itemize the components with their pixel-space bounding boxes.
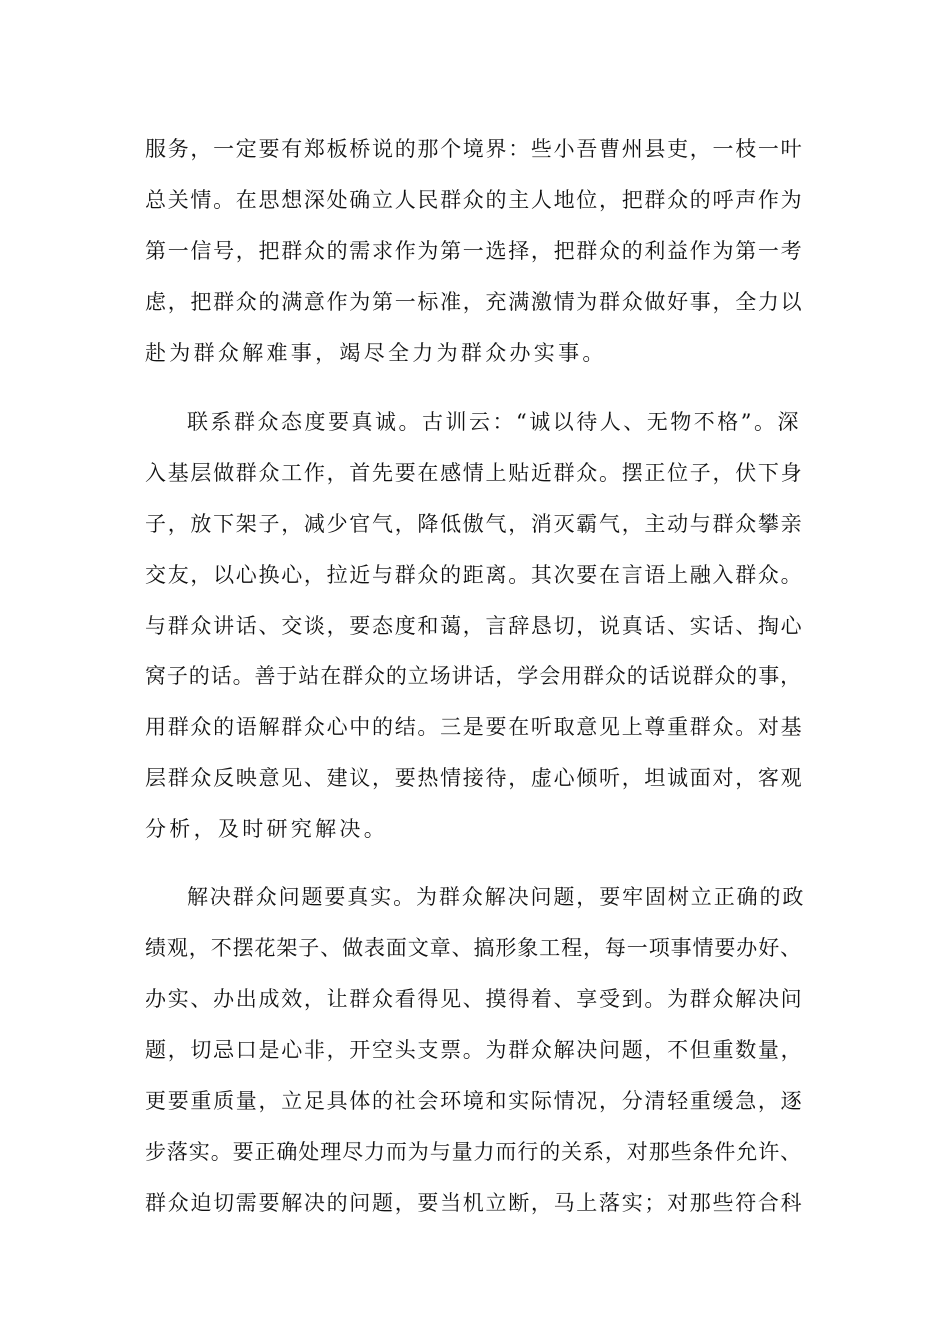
text-line: 第一信号，把群众的需求作为第一选择，把群众的利益作为第一考 xyxy=(145,239,804,263)
text-line: 交友，以心换心，拉近与群众的距离。其次要在言语上融入群众。 xyxy=(145,563,804,587)
text-line: 群众迫切需要解决的问题，要当机立断，马上落实；对那些符合科 xyxy=(145,1191,804,1215)
text-line: 办实、办出成效，让群众看得见、摸得着、享受到。为群众解决问 xyxy=(145,987,804,1011)
text-line: 题，切忌口是心非，开空头支票。为群众解决问题，不但重数量， xyxy=(145,1038,804,1062)
paragraph-first-line: 解决群众问题要真实。为群众解决问题，要牢固树立正确的政 xyxy=(187,885,806,909)
text-line: 层群众反映意见、建议，要热情接待，虚心倾听，坦诚面对，客观 xyxy=(145,766,804,790)
text-line: 步落实。要正确处理尽力而为与量力而行的关系，对那些条件允许、 xyxy=(145,1140,802,1164)
text-line: 赴为群众解难事，竭尽全力为群众办实事。 xyxy=(145,341,607,365)
text-line: 虑，把群众的满意作为第一标准，充满激情为群众做好事，全力以 xyxy=(145,290,804,314)
text-line: 服务，一定要有郑板桥说的那个境界：些小吾曹州县吏，一枝一叶 xyxy=(145,137,804,161)
text-line: 更要重质量，立足具体的社会环境和实际情况，分清轻重缓急，逐 xyxy=(145,1089,804,1113)
text-line: 用群众的语解群众心中的结。三是要在听取意见上尊重群众。对基 xyxy=(145,715,804,739)
text-line: 窝子的话。善于站在群众的立场讲话，学会用群众的话说群众的事， xyxy=(145,664,802,688)
text-line: 绩观，不摆花架子、做表面文章、搞形象工程，每一项事情要办好、 xyxy=(145,936,802,960)
text-line: 子，放下架子，减少官气，降低傲气，消灭霸气，主动与群众攀亲 xyxy=(145,512,804,536)
text-line: 入基层做群众工作，首先要在感情上贴近群众。摆正位子，伏下身 xyxy=(145,461,804,485)
paragraph-first-line: 联系群众态度要真诚。古训云：“诚以待人、无物不格”。深 xyxy=(187,410,801,434)
text-line: 总关情。在思想深处确立人民群众的主人地位，把群众的呼声作为 xyxy=(145,188,804,212)
text-line: 分析，及时研究解决。 xyxy=(145,817,388,841)
text-line: 与群众讲话、交谈，要态度和蔼，言辞恳切，说真话、实话、掏心 xyxy=(145,614,804,638)
